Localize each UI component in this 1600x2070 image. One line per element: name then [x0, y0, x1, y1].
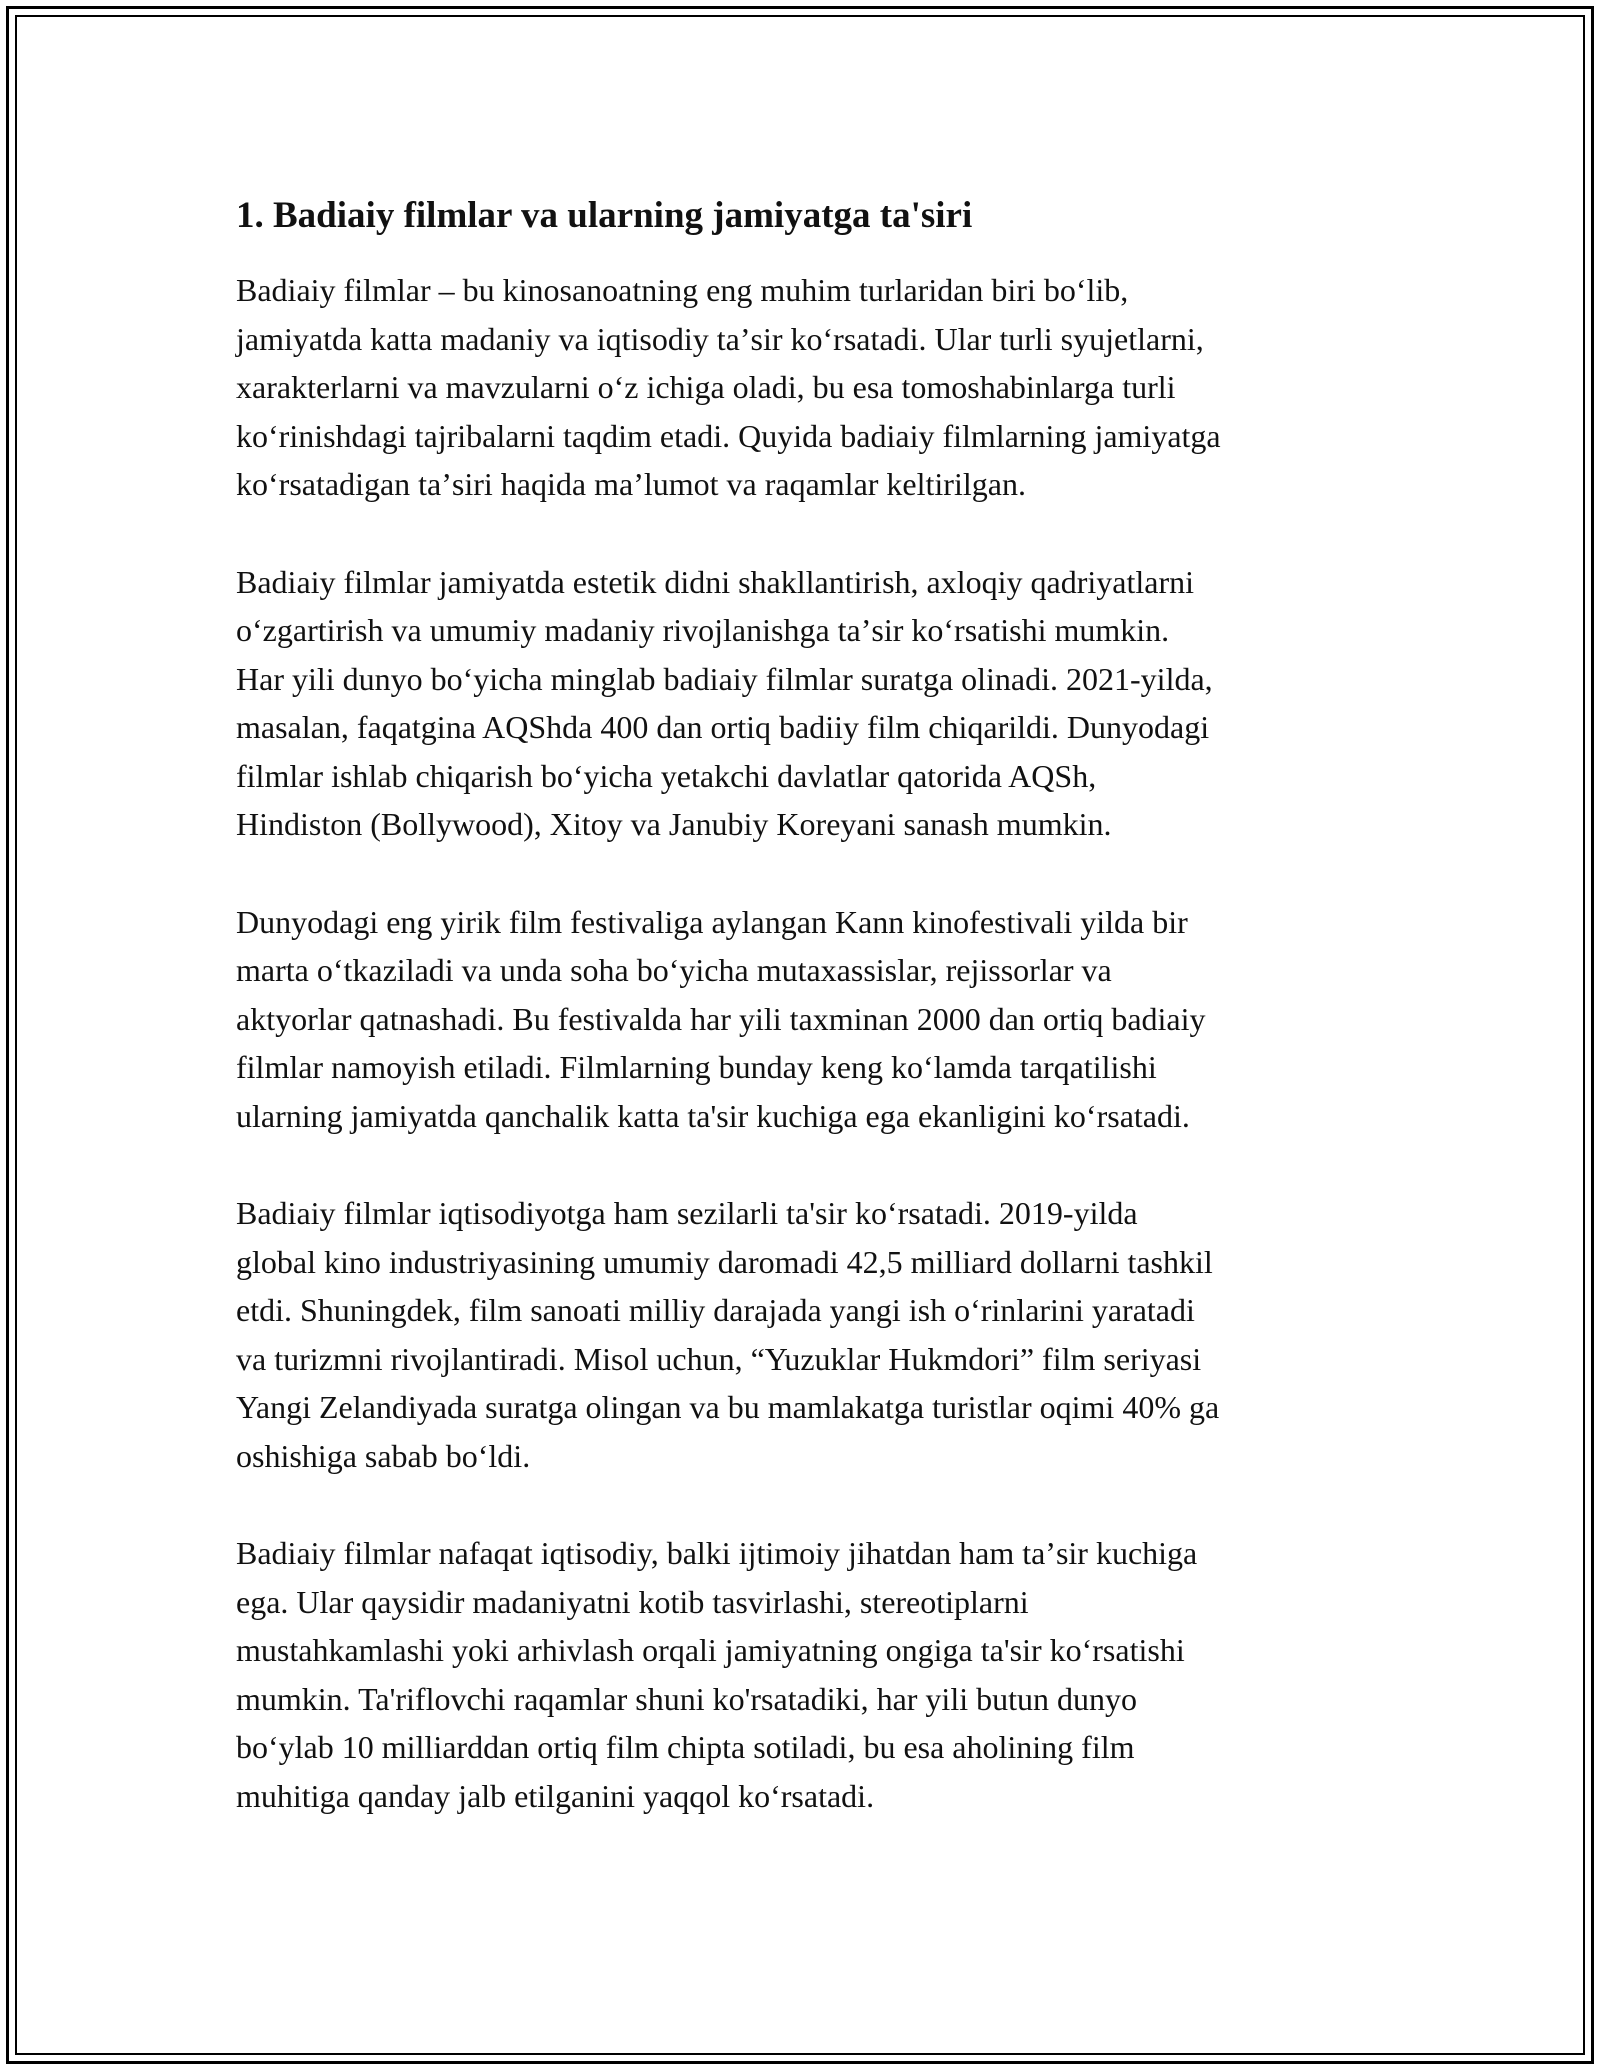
paragraph-line: ularning jamiyatda qanchalik katta ta'sir kuchiga ega ekanligini koʻrsatadi. [236, 1097, 1190, 1134]
paragraph-line: Badiaiy filmlar iqtisodiyotga ham sezilarli ta'sir koʻrsatadi. 2019-yilda [236, 1195, 1138, 1231]
paragraph-line: global kino industriyasining umumiy daromadi 42,5 milliard dollarni tashkil [236, 1243, 1213, 1280]
paragraph-line: Har yili dunyo boʻyicha minglab badiaiy filmlar suratga olinadi. 2021-yilda, [236, 660, 1213, 697]
paragraph-line: koʻrsatadigan taʼsiri haqida maʼlumot va raqamlar keltirilgan. [236, 466, 1026, 502]
paragraph-line: Dunyodagi eng yirik film festivaliga aylangan Kann kinofestivali yilda bir [236, 903, 1188, 940]
paragraph-line: mumkin. Ta'riflovchi raqamlar shuni ko'rsatadiki, har yili butun dunyo [236, 1680, 1137, 1717]
paragraph-line: masalan, faqatgina AQShda 400 dan ortiq badiiy film chiqarildi. Dunyodagi [236, 709, 1210, 745]
paragraph-line: Badiaiy filmlar nafaqat iqtisodiy, balki ijtimoiy jihatdan ham taʼsir kuchiga [236, 1535, 1198, 1571]
paragraph-line: aktyorlar qatnashadi. Bu festivalda har yili taxminan 2000 dan ortiq badiaiy [236, 1000, 1206, 1037]
paragraph [236, 1529, 1376, 1820]
paragraph-line: jamiyatda katta madaniy va iqtisodiy taʼsir koʻrsatadi. Ular turli syujetlarni, [236, 320, 1204, 357]
paragraph-line: Yangi Zelandiyada suratga olingan va bu mamlakatga turistlar oqimi 40% ga [236, 1389, 1220, 1425]
paragraph-list [236, 266, 1376, 1820]
paragraph-line: muhitiga qanday jalb etilganini yaqqol koʻrsatadi. [236, 1777, 875, 1814]
paragraph-line: Badiaiy filmlar – bu kinosanoatning eng muhim turlaridan biri boʻlib, [236, 272, 1129, 308]
paragraph-line: Badiaiy filmlar jamiyatda estetik didni shakllantirish, axloqiy qadriyatlarni [236, 563, 1194, 600]
paragraph [236, 558, 1376, 849]
paragraph [236, 266, 1376, 509]
paragraph-line: Hindiston (Bollywood), Xitoy va Janubiy Koreyani sanash mumkin. [236, 806, 1112, 842]
paragraph [236, 898, 1376, 1141]
paragraph-line: koʻrinishdagi tajribalarni taqdim etadi. Quyida badiaiy filmlarning jamiyatga [236, 417, 1221, 454]
paragraph [236, 1189, 1376, 1480]
paragraph-line: va turizmni rivojlantiradi. Misol uchun, “Yuzuklar Hukmdori” film seriyasi [236, 1340, 1202, 1377]
paragraph-line: etdi. Shuningdek, film sanoati milliy darajada yangi ish oʻrinlarini yaratadi [236, 1292, 1195, 1328]
paragraph-line: oshishiga sabab boʻldi. [236, 1437, 531, 1474]
paragraph-line: marta oʻtkaziladi va unda soha boʻyicha mutaxassislar, rejissorlar va [236, 952, 1112, 988]
section-heading: 1. Badiaiy filmlar va ularning jamiyatga ta'siri [236, 195, 973, 236]
paragraph-line: filmlar namoyish etiladi. Filmlarning bunday keng koʻlamda tarqatilishi [236, 1049, 1157, 1085]
paragraph-line: filmlar ishlab chiqarish boʻyicha yetakchi davlatlar qatorida AQSh, [236, 757, 1097, 794]
paragraph-line: xarakterlarni va mavzularni oʻz ichiga oladi, bu esa tomoshabinlarga turli [236, 369, 1176, 405]
document-body [236, 188, 1376, 1869]
paragraph-line: boʻylab 10 milliarddan ortiq film chipta sotiladi, bu esa aholining film [236, 1729, 1135, 1765]
paragraph-line: ega. Ular qaysidir madaniyatni kotib tasvirlashi, stereotiplarni [236, 1583, 1029, 1620]
paragraph-line: mustahkamlashi yoki arhivlash orqali jamiyatning ongiga ta'sir koʻrsatishi [236, 1632, 1185, 1668]
paragraph-line: oʻzgartirish va umumiy madaniy rivojlanishga taʼsir koʻrsatishi mumkin. [236, 612, 1170, 648]
